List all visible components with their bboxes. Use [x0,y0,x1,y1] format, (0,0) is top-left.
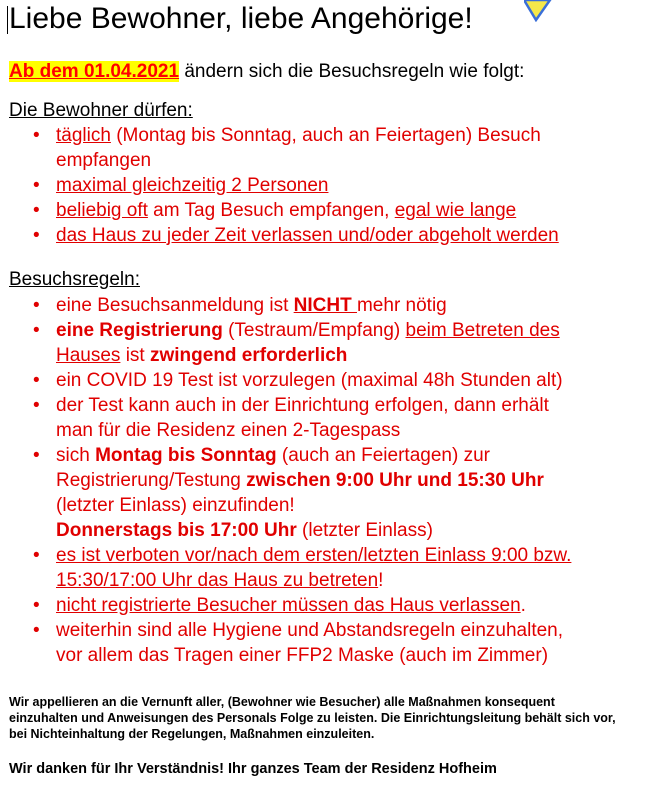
bullet-icon: • [33,445,40,466]
bullet-icon: • [33,200,40,221]
list-item: • nicht registrierte Besucher müssen das Haus verlassen. [33,595,526,616]
list-item: • eine Registrierung (Testraum/Empfang) beim Betreten des Hauses ist zwingend erforderlich [33,320,560,366]
list-item: • sich Montag bis Sonntag (auch an Feiertagen) zur Registrierung/Testung zwischen 9:00 Uhr und 15:30 Uhr (letzter Einlass) einzufinden! Donnerstags bis 17:00 Uhr (letzter Einlass) [33,445,544,541]
bullet-icon: • [33,175,40,196]
list-item: • ein COVID 19 Test ist vorzulegen (maximal 48h Stunden alt) [33,370,563,391]
list-item: • maximal gleichzeitig 2 Personen [33,175,329,196]
list-item: • es ist verboten vor/nach dem ersten/letzten Einlass 9:00 bzw. 15:30/17:00 Uhr das Haus zu betreten! [33,545,572,591]
list-item: • weiterhin sind alle Hygiene und Abstandsregeln einzuhalten, vor allem das Tragen einer FFP2 Maske (auch im Zimmer) [33,620,564,666]
visit-rules-heading: Besuchsregeln: [9,269,140,290]
bullet-icon: • [33,295,40,316]
bullet-icon: • [33,620,40,641]
thanks-line: Wir danken für Ihr Verständnis! Ihr ganzes Team der Residenz Hofheim [9,761,497,777]
bullet-icon: • [33,545,40,566]
footer-line-2: einzuhalten und Anweisungen des Personals Folge zu leisten. Die Einrichtungsleitung behält sich vor, [9,711,616,725]
intro-text: ändern sich die Besuchsregeln wie folgt: [179,61,525,82]
bullet-icon: • [33,320,40,341]
bullet-icon: • [33,595,40,616]
bullet-icon: • [33,125,40,146]
page-title: Liebe Bewohner, liebe Angehörige! [9,2,473,35]
bullet-icon: • [33,370,40,391]
residents-heading: Die Bewohner dürfen: [9,100,193,121]
bullet-icon: • [33,395,40,416]
visit-rules-list [0,293,662,668]
list-item: • das Haus zu jeder Zeit verlassen und/oder abgeholt werden [33,225,559,246]
intro-line [9,60,524,84]
text-cursor [7,6,8,34]
effective-date-highlight: Ab dem 01.04.2021 [9,61,180,82]
footer-line-1: Wir appellieren an die Vernunft aller, (Bewohner wie Besucher) alle Maßnahmen konsequent [9,695,555,709]
footer-line-3: bei Nichteinhaltung der Regelungen, Maßnahmen einzuleiten. [9,727,375,741]
list-item: • eine Besuchsanmeldung ist NICHT mehr nötig [33,295,447,316]
bullet-icon: • [33,225,40,246]
star-decoration-icon [524,0,554,22]
residents-list [0,123,662,248]
list-item: • täglich (Montag bis Sonntag, auch an Feiertagen) Besuch empfangen [33,125,541,171]
list-item: • der Test kann auch in der Einrichtung erfolgen, dann erhält man für die Residenz einen 2-Tagespass [33,395,549,441]
list-item: • beliebig oft am Tag Besuch empfangen, egal wie lange [33,200,517,221]
